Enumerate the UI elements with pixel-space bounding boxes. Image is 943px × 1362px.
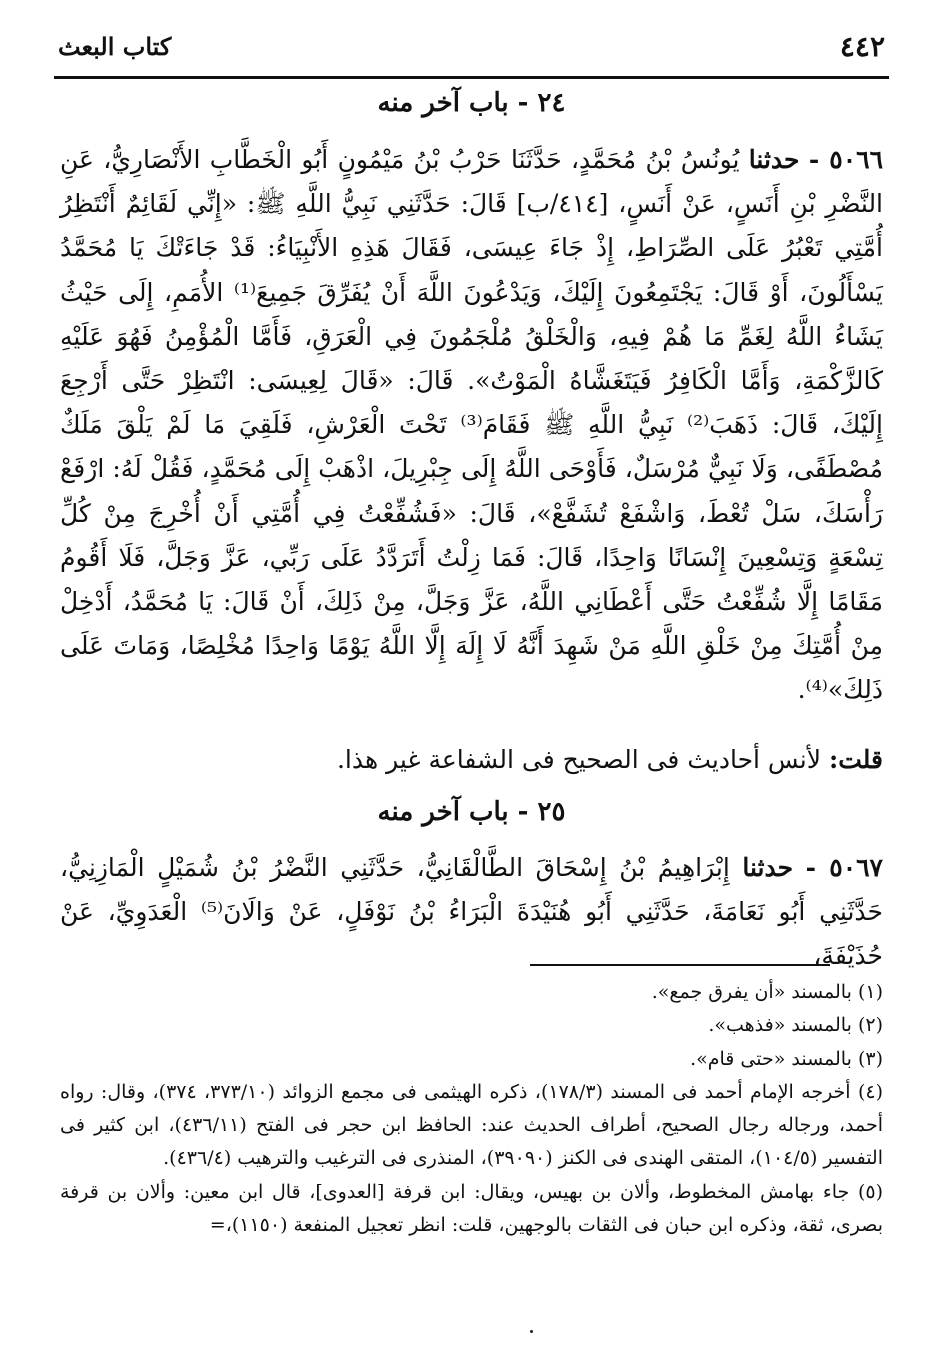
chapter-title: ٢٥ - باب آخر منه: [377, 797, 566, 827]
hadith-number: ٥٠٦٦ -: [808, 145, 883, 174]
running-head: [58, 30, 885, 70]
footnote: [60, 1043, 883, 1076]
footnote-rule: [530, 964, 830, 966]
footnote: [60, 1009, 883, 1042]
hadith-body: يُونُسُ بْنُ مُحَمَّدٍ، حَدَّثَنَا حَرْبُ بْنُ مَيْمُونٍ أَبُو الْخَطَّابِ الأَنْصَارِيُّ، عَنِ النَّضْرِ بْنِ أَنَسٍ، عَنْ أَنَسٍ، [٤١٤/ب] قَالَ: حَدَّثَنِي نَبِيُّ اللَّهِ ﷺ: «إِنِّي لَقَائِمٌ أَنْتَظِرُ أُمَّتِي تَعْبُرُ عَلَى الصِّرَاطِ، إِذْ جَاءَ عِيسَى، فَقَالَ هَذِهِ الأَنْبِيَاءُ: قَدْ جَاءَتْكَ يَا مُحَمَّدُ يَسْأَلُونَ، أَوْ قَالَ: يَجْتَمِعُونَ إِلَيْكَ، وَيَدْعُونَ اللَّهَ أَنْ يُفَرِّقَ جَمِيعَ⁽¹⁾ الأُمَمِ، إِلَى حَيْثُ يَشَاءُ اللَّهُ لِغَمِّ مَا هُمْ فِيهِ، وَالْخَلْقُ مُلْجَمُونَ فِي الْعَرَقِ، فَأَمَّا الْمُؤْمِنُ فَهُوَ عَلَيْهِ كَالزَّكْمَةِ، وَأَمَّا الْكَافِرُ فَيَتَغَشَّاهُ الْمَوْتُ». قَالَ: «قَالَ لِعِيسَى: انْتَظِرْ حَتَّى أَرْجِعَ إِلَيْكَ، قَالَ: ذَهَبَ⁽²⁾ نَبِيُّ اللَّهِ ﷺ فَقَامَ⁽³⁾ تَحْتَ الْعَرْشِ، فَلَقِيَ مَا لَمْ يَلْقَ مَلَكٌ مُصْطَفًى، وَلَا نَبِيٌّ مُرْسَلٌ، فَأَوْحَى اللَّهُ إِلَى جِبْرِيلَ، اذْهَبْ إِلَى مُحَمَّدٍ، فَقُلْ لَهُ: ارْفَعْ رَأْسَكَ، سَلْ تُعْطَ، وَاشْفَعْ تُشَفَّعْ»، قَالَ: «فَشُفِّعْتُ فِي أُمَّتِي أَنْ أُخْرِجَ مِنْ كُلِّ تِسْعَةٍ وَتِسْعِينَ إِنْسَانًا وَاحِدًا، قَالَ: فَمَا زِلْتُ أَتَرَدَّدُ عَلَى رَبِّي، عَزَّ وَجَلَّ، فَلَا أَقُومُ مَقَامًا إِلَّا شُفِّعْتُ حَتَّى أَعْطَانِي اللَّهُ، عَزَّ وَجَلَّ، مِنْ ذَلِكَ، أَنْ قَالَ: يَا مُحَمَّدُ، أَدْخِلْ مِنْ أُمَّتِكَ مِنْ خَلْقِ اللَّهِ مَنْ شَهِدَ أَنَّهُ لَا إِلَهَ إِلَّا اللَّهُ يَوْمًا وَاحِدًا مُخْلِصًا، وَمَاتَ عَلَى ذَلِكَ»⁽⁴⁾.: [60, 145, 884, 705]
footnote-text: أخرجه الإمام أحمد فى المسند (١٧٨/٣)، ذكره الهيثمى فى مجمع الزوائد (٣٧٣/١٠، ٣٧٤)، وقال: رواه أحمد، ورجاله رجال الصحيح، أطراف الحديث عند: الحافظ ابن حجر فى الفتح (٤٣٦/١١)، ابن كثير فى التفسير (١٠٤/٥)، المتقى الهندى فى الكنز (٣٩٠٩٠)، المنذرى فى الترغيب والترهيب (٤٣٦/٤).: [60, 1080, 883, 1170]
footnote-text: جاء بهامش المخطوط، وألان بن بهيس، ويقال: ابن قرفة [العدوى]، قال ابن معين: وألان بن قرفة بصرى، ثقة، وذكره ابن حبان فى الثقات بالوجهين، قلت: انظر تعجيل المنفعة (١١٥٠)،=: [60, 1180, 883, 1237]
header-rule: [54, 76, 889, 79]
hadith-opening: حدثنا: [748, 145, 800, 174]
footnote-number: (١): [857, 981, 883, 1003]
author-note: [60, 738, 883, 782]
note-text: لأنس أحاديث فى الصحيح فى الشفاعة غير هذا.: [336, 745, 822, 774]
page-speck: [530, 1330, 533, 1333]
footnote-text: بالمسند «حتى قام».: [690, 1047, 852, 1070]
footnote-number: (٢): [857, 1014, 883, 1037]
footnote-text: بالمسند «فذهب».: [708, 1014, 852, 1037]
hadith-opening: حدثنا: [742, 853, 794, 882]
footnote: [60, 1176, 883, 1243]
note-label: قلت:: [828, 745, 883, 774]
hadith-body: إِبْرَاهِيمُ بْنُ إِسْحَاقَ الطَّالْقَانِيُّ، حَدَّثَنِي النَّضْرُ بْنُ شُمَيْلٍ الْمَازِنِيُّ، حَدَّثَنِي أَبُو نَعَامَةَ، حَدَّثَنِي أَبُو هُنَيْدَةَ الْبَرَاءُ بْنُ نَوْفَلٍ، عَنْ وَالَانَ⁽⁵⁾ الْعَدَوِيِّ، عَنْ حُذَيْفَةَ،: [60, 853, 883, 971]
page-number: ٤٤٢: [839, 30, 885, 63]
hadith-text: [60, 846, 883, 979]
footnote-text: بالمسند «أن يفرق جمع».: [651, 981, 852, 1003]
footnote-number: (٣): [857, 1047, 883, 1070]
footnote-number: (٥): [857, 1180, 883, 1203]
footnote: [60, 976, 883, 1009]
hadith-number: ٥٠٦٧ -: [805, 853, 883, 882]
footnote-number: (٤): [857, 1080, 883, 1103]
chapter-title: ٢٤ - باب آخر منه: [377, 88, 566, 118]
hadith-text: [60, 138, 883, 713]
footnote: [60, 1076, 883, 1176]
footnotes: [60, 976, 883, 1242]
running-title: كتاب البعث: [58, 32, 172, 61]
